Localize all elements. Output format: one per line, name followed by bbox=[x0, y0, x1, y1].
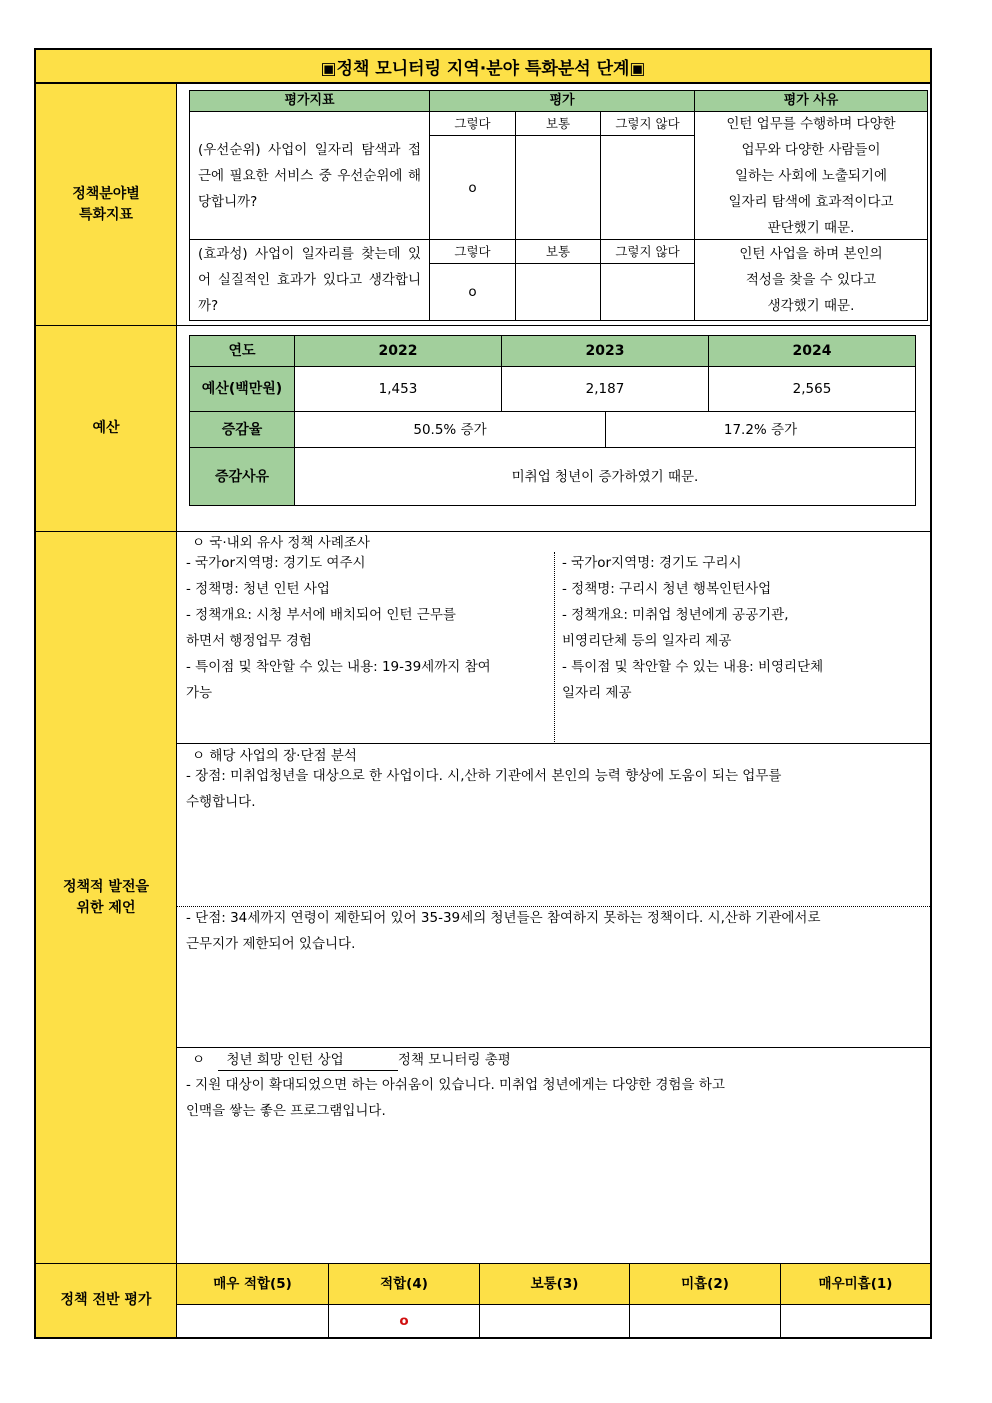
overall-option-2: 미흡(2) bbox=[629, 1264, 781, 1305]
budget-2023: 2,187 bbox=[501, 366, 709, 412]
mark-no-2 bbox=[600, 263, 695, 321]
option-neutral-2: 보통 bbox=[515, 239, 601, 264]
mark-neutral-1 bbox=[515, 135, 601, 240]
overall-option-5: 매우 적합(5) bbox=[177, 1264, 329, 1305]
option-no-2: 그렇지 않다 bbox=[600, 239, 695, 264]
mark-yes-2: o bbox=[429, 263, 516, 321]
review-bullet: ㅇ bbox=[192, 1052, 206, 1068]
indicator-header: 평가지표 bbox=[189, 90, 430, 112]
mark-neutral-2 bbox=[515, 263, 601, 321]
budget-label: 예산(백만원) bbox=[189, 366, 295, 412]
option-neutral-1: 보통 bbox=[515, 111, 601, 136]
option-no-1: 그렇지 않다 bbox=[600, 111, 695, 136]
option-yes-2: 그렇다 bbox=[429, 239, 516, 264]
reason-header: 평가 사유 bbox=[694, 90, 928, 112]
mark-yes-1: o bbox=[429, 135, 516, 240]
indicator-section-label: 정책분야별 특화지표 bbox=[36, 84, 177, 326]
overall-mark-1 bbox=[780, 1304, 930, 1337]
budget-reason: 미취업 청년이 증가하였기 때문. bbox=[294, 447, 916, 506]
review-text: - 지원 대상이 확대되었으면 하는 아쉬움이 있습니다. 미취업 청년에게는 다양한 경험을 하고 인맥을 쌓는 좋은 프로그램입니다. bbox=[186, 1077, 725, 1119]
page-title: ▣정책 모니터링 지역·분야 특화분석 단계▣ bbox=[34, 48, 932, 84]
option-yes-1: 그렇다 bbox=[429, 111, 516, 136]
overall-option-1: 매우미흡(1) bbox=[780, 1264, 930, 1305]
overall-option-3: 보통(3) bbox=[479, 1264, 630, 1305]
overall-mark-2 bbox=[629, 1304, 781, 1337]
reason-label: 증감사유 bbox=[189, 447, 295, 506]
budget-2024: 2,565 bbox=[708, 366, 916, 412]
review-heading-suffix: 정책 모니터링 총평 bbox=[397, 1052, 511, 1068]
overall-mark-3 bbox=[479, 1304, 630, 1337]
indicator-reason-1: 인턴 업무를 수행하며 다양한 업무와 다양한 사람들이 일하는 사회에 노출되기에 일자리 탐색에 효과적이다고 판단했기 때문. bbox=[694, 111, 928, 240]
overall-option-4: 적합(4) bbox=[328, 1264, 480, 1305]
case-right: - 국가or지역명: 경기도 구리시 - 정책명: 구리시 청년 행복인턴사업 - 정책개요: 미취업 청년에게 공공기관, 비영리단체 등의 일자리 제공 - 특이점 및 착안할 수 있는 내용: 비영리단체 일자리 제공 bbox=[562, 555, 824, 701]
rate-2023: 50.5% 증가 bbox=[294, 411, 606, 448]
indicator-reason-2: 인턴 사업을 하며 본인의 적성을 찾을 수 있다고 생각했기 때문. bbox=[694, 239, 928, 321]
rate-2024: 17.2% 증가 bbox=[605, 411, 916, 448]
proposal-section-label: 정책적 발전을 위한 제언 bbox=[36, 532, 177, 1264]
review-program-name: 청년 희망 인턴 상업 bbox=[218, 1050, 398, 1071]
section-divider bbox=[177, 325, 932, 326]
year-label: 연도 bbox=[189, 335, 295, 367]
overall-section-label: 정책 전반 평가 bbox=[36, 1264, 177, 1337]
rate-label: 증감율 bbox=[189, 411, 295, 448]
budget-section-label: 예산 bbox=[36, 326, 177, 532]
year-2024: 2024 bbox=[708, 335, 916, 367]
indicator-question-1: (우선순위) 사업이 일자리 탐색과 접근에 필요한 서비스 중 우선순위에 해당합니까? bbox=[189, 111, 430, 240]
indicator-question-2: (효과성) 사업이 일자리를 찾는데 있어 실질적인 효과가 있다고 생각합니까? bbox=[189, 239, 430, 321]
analysis-heading: ㅇ 해당 사업의 장·단점 분석 bbox=[192, 748, 357, 764]
case-left: - 국가or지역명: 경기도 여주시 - 정책명: 청년 인턴 사업 - 정책개요: 시청 부서에 배치되어 인턴 근무를 하면서 행정업무 경험 - 특이점 및 착안할 수 있는 내용: 19-39세까지 참여 가능 bbox=[186, 555, 491, 701]
overall-mark-4: o bbox=[328, 1304, 480, 1337]
cases-divider bbox=[554, 552, 555, 742]
cases-heading: ㅇ 국·내외 유사 정책 사례조사 bbox=[192, 535, 370, 551]
year-2022: 2022 bbox=[294, 335, 502, 367]
analysis-pros: - 장점: 미취업청년을 대상으로 한 사업이다. 시,산하 기관에서 본인의 능력 향상에 도움이 되는 업무를 수행합니다. bbox=[186, 768, 782, 810]
review-heading bbox=[192, 1047, 892, 1071]
year-2023: 2023 bbox=[501, 335, 709, 367]
overall-mark-5 bbox=[177, 1304, 329, 1337]
mark-no-1 bbox=[600, 135, 695, 240]
analysis-cons: - 단점: 34세까지 연령이 제한되어 있어 35-39세의 청년들은 참여하지 못하는 정책이다. 시,산하 기관에서로 근무지가 제한되어 있습니다. bbox=[186, 910, 821, 952]
budget-2022: 1,453 bbox=[294, 366, 502, 412]
evaluation-header: 평가 bbox=[429, 90, 695, 112]
